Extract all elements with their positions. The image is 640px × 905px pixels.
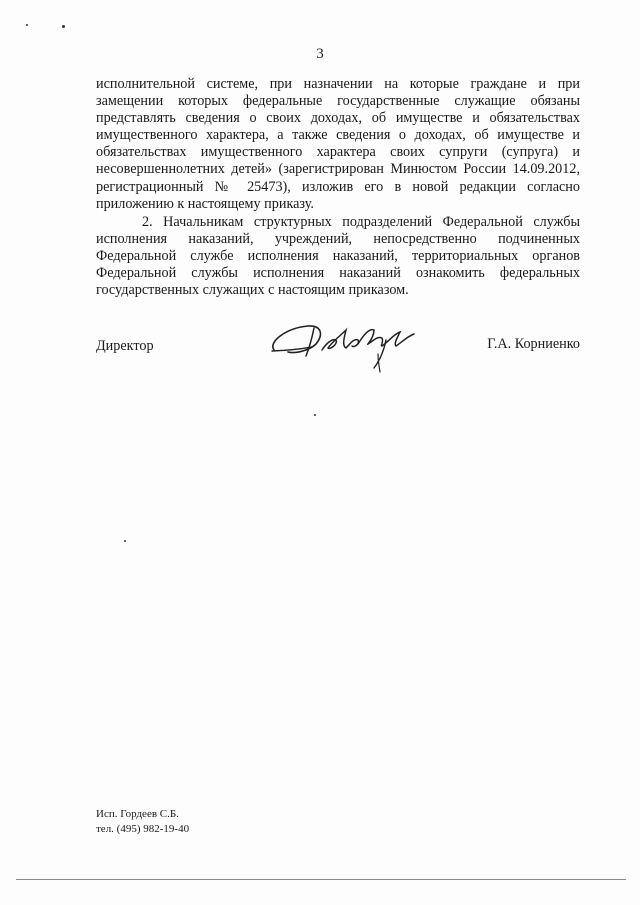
executor-info: [96, 807, 189, 837]
executor-phone: тел. (495) 982-19-40: [96, 823, 190, 835]
document-body: [96, 76, 580, 299]
scan-speck: [62, 25, 65, 28]
signature-block: [96, 318, 580, 378]
paragraph-2: 2. Начальникам структурных подразделений Федеральной службы исполнения наказаний, учреждений, непосредственно подчиненных Федеральной службе исполнения наказаний, территориальных органов Федеральной службы исполнения наказаний ознакомить федеральных государственных служащих с настоящим приказом.: [96, 213, 580, 299]
scan-speck: [314, 414, 316, 416]
handwritten-signature: [266, 314, 426, 374]
signatory-title: Директор: [96, 338, 154, 354]
paragraph-continuation: исполнительной системе, при назначении на которые граждане и при замещении которых федеральные государственные служащие обязаны представлять сведения о своих доходах, об имуществе и обязательствах имущественного характера, а также сведения о доходах, об имуществе и обязательствах имущественного характера своих супруги (супруга) и несовершеннолетних детей» (зарегистрирован Минюстом России 14.09.2012, регистрационный № 25473), изложив его в новой редакции согласно приложению к настоящему приказу.: [96, 76, 580, 212]
executor-name: Исп. Гордеев С.Б.: [96, 808, 179, 820]
scan-speck: [124, 540, 126, 542]
page-number: 3: [316, 46, 324, 62]
signatory-name: Г.А. Корниенко: [487, 336, 580, 352]
scan-speck: [26, 24, 28, 26]
scan-edge-line: [16, 879, 626, 880]
